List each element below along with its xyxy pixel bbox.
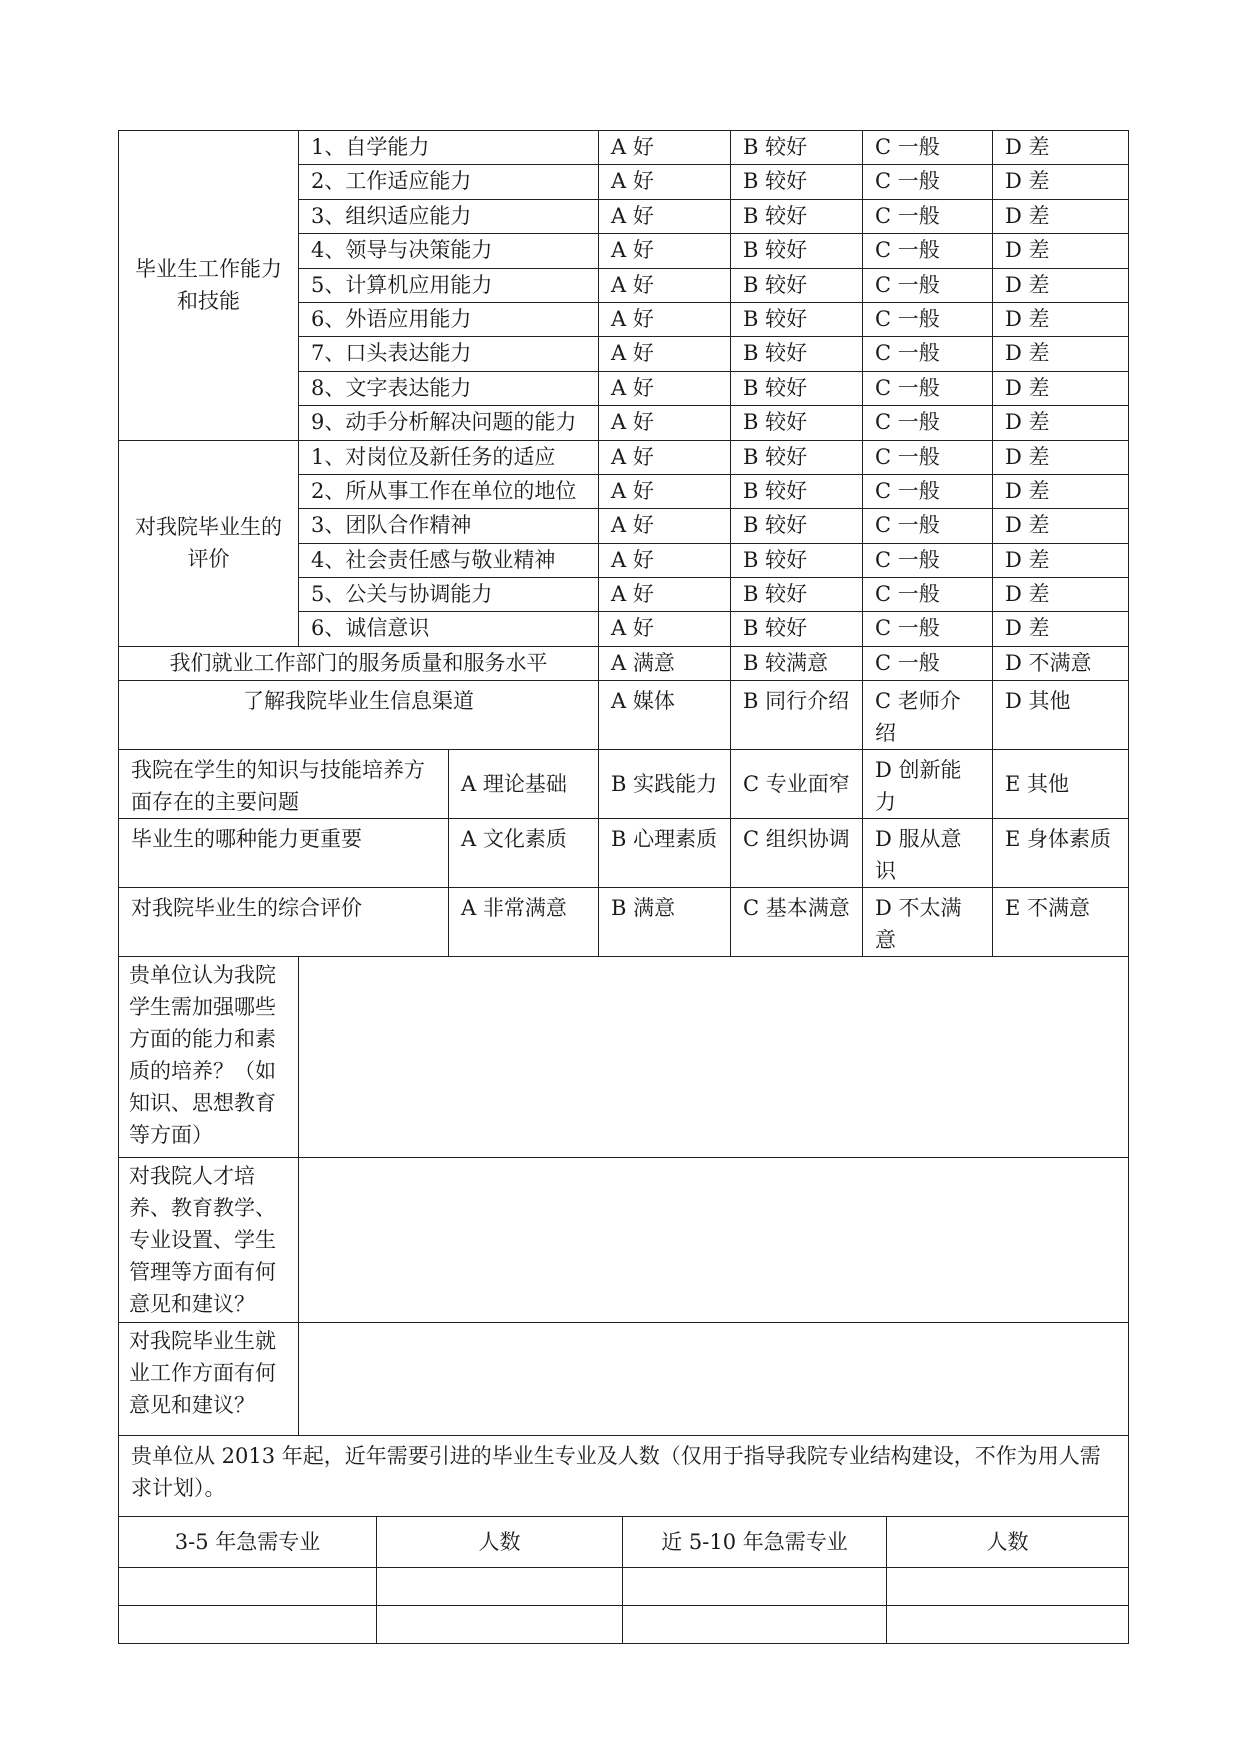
option-d[interactable]: D 差	[993, 474, 1129, 508]
option-a[interactable]: A 好	[599, 131, 731, 165]
option-d[interactable]: D 差	[993, 440, 1129, 474]
option-b[interactable]: B 较好	[731, 371, 863, 405]
option-e[interactable]: E 身体素质	[993, 819, 1129, 888]
option-d[interactable]: D 差	[993, 337, 1129, 371]
option-c[interactable]: C 一般	[863, 543, 993, 577]
option-b[interactable]: B 较好	[731, 474, 863, 508]
question-label: 我院在学生的知识与技能培养方面存在的主要问题	[119, 750, 449, 819]
option-b[interactable]: B 心理素质	[599, 819, 731, 888]
option-b[interactable]: B 较好	[731, 406, 863, 440]
option-b[interactable]: B 较好	[731, 612, 863, 646]
channel-option-a[interactable]: A 媒体	[599, 681, 731, 750]
option-c[interactable]: C 一般	[863, 440, 993, 474]
rating-item: 9、动手分析解决问题的能力	[299, 406, 599, 440]
option-b[interactable]: B 较好	[731, 234, 863, 268]
rating-item: 1、自学能力	[299, 131, 599, 165]
rating-item: 5、公关与协调能力	[299, 578, 599, 612]
option-c[interactable]: C 一般	[863, 406, 993, 440]
option-b[interactable]: B 较好	[731, 337, 863, 371]
table-row	[119, 440, 1129, 474]
option-b[interactable]: B 较好	[731, 440, 863, 474]
answer-area[interactable]	[299, 1158, 1129, 1323]
rating-item: 4、社会责任感与敬业精神	[299, 543, 599, 577]
service-option-b[interactable]: B 较满意	[731, 646, 863, 680]
rating-item: 8、文字表达能力	[299, 371, 599, 405]
option-a[interactable]: A 好	[599, 474, 731, 508]
input-cell[interactable]	[119, 1606, 377, 1644]
option-a[interactable]: A 好	[599, 234, 731, 268]
option-b[interactable]: B 实践能力	[599, 750, 731, 819]
option-a[interactable]: A 好	[599, 440, 731, 474]
option-e[interactable]: E 不满意	[993, 888, 1129, 957]
option-d[interactable]: D 差	[993, 199, 1129, 233]
table-row	[119, 1568, 1129, 1606]
option-c[interactable]: C 一般	[863, 302, 993, 336]
option-a[interactable]: A 文化素质	[449, 819, 599, 888]
service-option-d[interactable]: D 不满意	[993, 646, 1129, 680]
rating-item: 4、领导与决策能力	[299, 234, 599, 268]
question-label: 毕业生的哪种能力更重要	[119, 819, 449, 888]
option-a[interactable]: A 好	[599, 302, 731, 336]
table-row	[119, 131, 1129, 165]
input-cell[interactable]	[623, 1568, 887, 1606]
option-a[interactable]: A 好	[599, 199, 731, 233]
demand-table	[118, 1435, 1129, 1644]
input-cell[interactable]	[377, 1606, 623, 1644]
rating-item: 2、工作适应能力	[299, 165, 599, 199]
option-c[interactable]: C 一般	[863, 131, 993, 165]
option-c[interactable]: C 专业面窄	[731, 750, 863, 819]
option-a[interactable]: A 好	[599, 337, 731, 371]
option-a[interactable]: A 好	[599, 612, 731, 646]
channel-option-d[interactable]: D 其他	[993, 681, 1129, 750]
option-d[interactable]: D 差	[993, 165, 1129, 199]
section-title: 毕业生工作能力和技能	[119, 131, 299, 441]
input-cell[interactable]	[377, 1568, 623, 1606]
option-c[interactable]: C 一般	[863, 509, 993, 543]
table-row	[119, 1606, 1129, 1644]
column-header: 近 5-10 年急需专业	[623, 1517, 887, 1568]
option-d[interactable]: D 差	[993, 371, 1129, 405]
option-c[interactable]: C 一般	[863, 474, 993, 508]
option-a[interactable]: A 好	[599, 371, 731, 405]
question-label: 对我院毕业生的综合评价	[119, 888, 449, 957]
option-c[interactable]: C 一般	[863, 578, 993, 612]
table-row	[119, 1436, 1129, 1517]
table-row	[119, 957, 1129, 1158]
rating-item: 3、组织适应能力	[299, 199, 599, 233]
question-label: 对我院人才培养、教育教学、专业设置、学生管理等方面有何意见和建议？	[119, 1158, 299, 1323]
option-d[interactable]: D 差	[993, 543, 1129, 577]
option-d[interactable]: D 差	[993, 131, 1129, 165]
channel-option-c[interactable]: C 老师介绍	[863, 681, 993, 750]
option-b[interactable]: B 较好	[731, 131, 863, 165]
option-c[interactable]: C 组织协调	[731, 819, 863, 888]
rating-item: 7、口头表达能力	[299, 337, 599, 371]
option-d[interactable]: D 差	[993, 234, 1129, 268]
service-row	[119, 646, 1129, 680]
column-header: 3-5 年急需专业	[119, 1517, 377, 1568]
option-d[interactable]: D 差	[993, 268, 1129, 302]
service-option-c[interactable]: C 一般	[863, 646, 993, 680]
option-d[interactable]: D 差	[993, 302, 1129, 336]
demand-note: 贵单位从 2013 年起，近年需要引进的毕业生专业及人数（仅用于指导我院专业结构建设，不作为用人需求计划）。	[119, 1436, 1129, 1517]
rating-table	[118, 130, 1129, 750]
option-a[interactable]: A 非常满意	[449, 888, 599, 957]
channel-row	[119, 681, 1129, 750]
option-b[interactable]: B 较好	[731, 543, 863, 577]
table-row	[119, 888, 1129, 957]
table-row	[119, 750, 1129, 819]
option-d[interactable]: D 不太满意	[863, 888, 993, 957]
service-question: 我们就业工作部门的服务质量和服务水平	[119, 646, 599, 680]
option-d[interactable]: D 差	[993, 509, 1129, 543]
option-a[interactable]: A 好	[599, 509, 731, 543]
option-b[interactable]: B 较好	[731, 509, 863, 543]
open-questions-table	[118, 956, 1129, 1436]
option-c[interactable]: C 一般	[863, 199, 993, 233]
answer-area[interactable]	[299, 1323, 1129, 1436]
option-b[interactable]: B 较好	[731, 302, 863, 336]
column-header: 人数	[887, 1517, 1129, 1568]
option-a[interactable]: A 好	[599, 165, 731, 199]
option-c[interactable]: C 一般	[863, 268, 993, 302]
option-c[interactable]: C 一般	[863, 612, 993, 646]
option-d[interactable]: D 差	[993, 578, 1129, 612]
option-c[interactable]: C 一般	[863, 165, 993, 199]
input-cell[interactable]	[623, 1606, 887, 1644]
option-a[interactable]: A 理论基础	[449, 750, 599, 819]
input-cell[interactable]	[887, 1568, 1129, 1606]
option-b[interactable]: B 较好	[731, 165, 863, 199]
rating-item: 2、所从事工作在单位的地位	[299, 474, 599, 508]
option-b[interactable]: B 较好	[731, 578, 863, 612]
table-row	[119, 1323, 1129, 1436]
table-row	[119, 819, 1129, 888]
option-a[interactable]: A 好	[599, 406, 731, 440]
option-a[interactable]: A 好	[599, 268, 731, 302]
multi-choice-table	[118, 749, 1129, 957]
question-label: 对我院毕业生就业工作方面有何意见和建议？	[119, 1323, 299, 1436]
option-c[interactable]: C 基本满意	[731, 888, 863, 957]
input-cell[interactable]	[887, 1606, 1129, 1644]
option-c[interactable]: C 一般	[863, 371, 993, 405]
answer-area[interactable]	[299, 957, 1129, 1158]
section-title: 对我院毕业生的评价	[119, 440, 299, 646]
rating-item: 5、计算机应用能力	[299, 268, 599, 302]
option-b[interactable]: B 满意	[599, 888, 731, 957]
service-option-a[interactable]: A 满意	[599, 646, 731, 680]
channel-option-b[interactable]: B 同行介绍	[731, 681, 863, 750]
option-c[interactable]: C 一般	[863, 234, 993, 268]
survey-form	[118, 130, 1128, 1644]
option-d[interactable]: D 创新能力	[863, 750, 993, 819]
rating-item: 1、对岗位及新任务的适应	[299, 440, 599, 474]
option-b[interactable]: B 较好	[731, 268, 863, 302]
option-d[interactable]: D 差	[993, 612, 1129, 646]
option-a[interactable]: A 好	[599, 578, 731, 612]
channel-question: 了解我院毕业生信息渠道	[119, 681, 599, 750]
option-c[interactable]: C 一般	[863, 337, 993, 371]
column-header: 人数	[377, 1517, 623, 1568]
option-b[interactable]: B 较好	[731, 199, 863, 233]
table-row	[119, 1517, 1129, 1568]
option-a[interactable]: A 好	[599, 543, 731, 577]
question-label: 贵单位认为我院学生需加强哪些方面的能力和素质的培养？（如知识、思想教育等方面）	[119, 957, 299, 1158]
rating-item: 6、外语应用能力	[299, 302, 599, 336]
input-cell[interactable]	[119, 1568, 377, 1606]
rating-item: 6、诚信意识	[299, 612, 599, 646]
option-e[interactable]: E 其他	[993, 750, 1129, 819]
rating-item: 3、团队合作精神	[299, 509, 599, 543]
option-d[interactable]: D 差	[993, 406, 1129, 440]
option-d[interactable]: D 服从意识	[863, 819, 993, 888]
table-row	[119, 1158, 1129, 1323]
